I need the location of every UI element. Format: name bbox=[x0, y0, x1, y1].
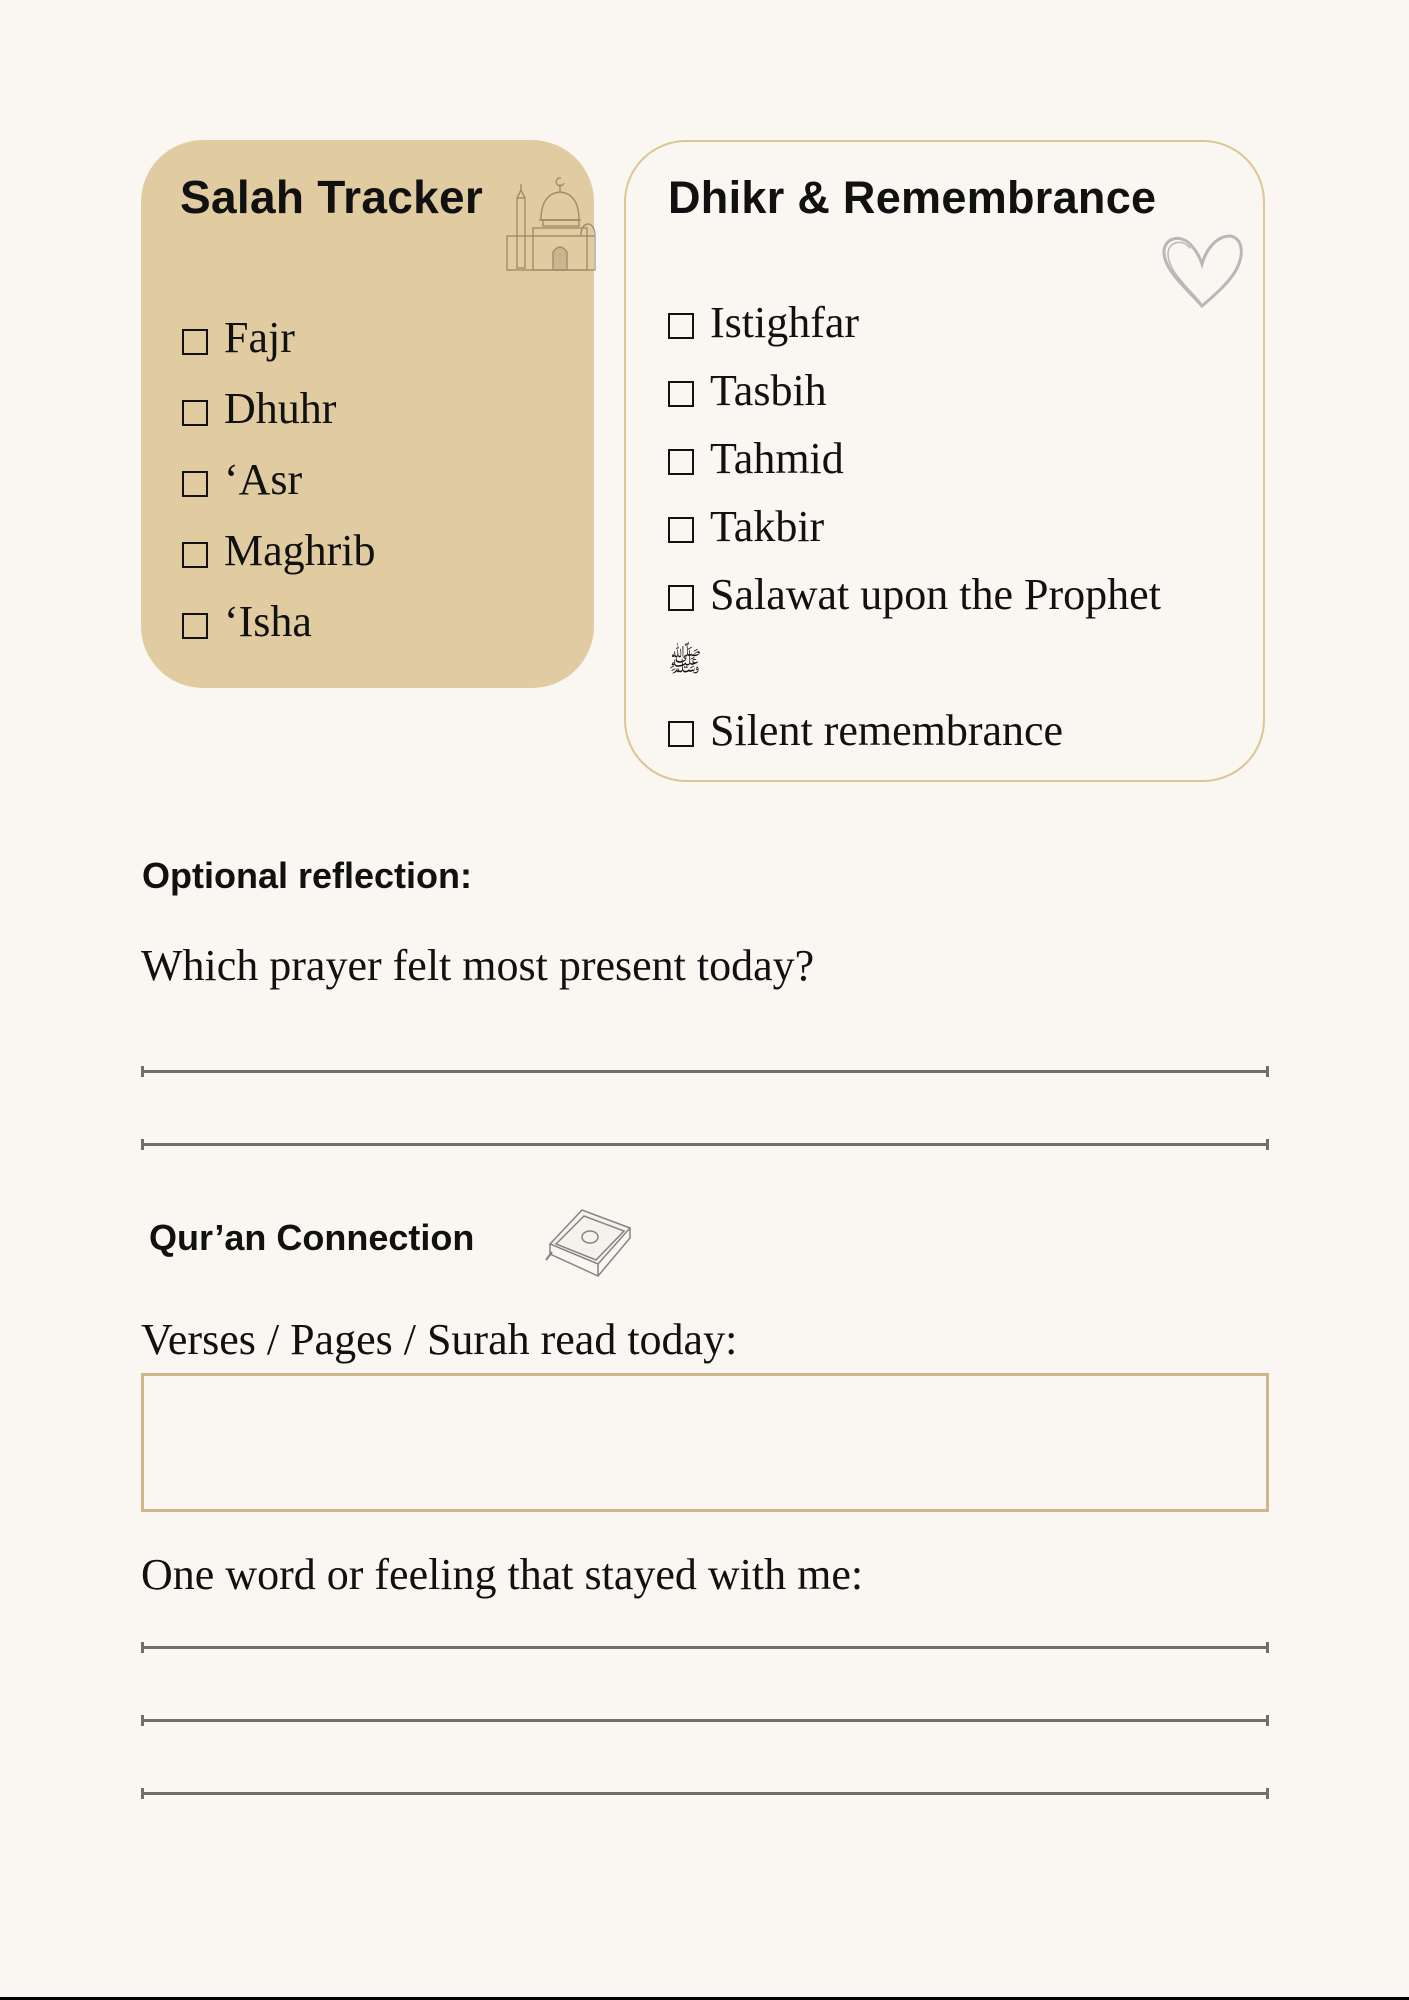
salah-checklist bbox=[182, 302, 376, 657]
checkbox[interactable] bbox=[182, 613, 208, 639]
dhikr-checklist bbox=[668, 288, 1161, 764]
quran-connection-heading: Qur’an Connection bbox=[149, 1217, 475, 1258]
checkbox[interactable] bbox=[668, 449, 694, 475]
reflection-prompt: Which prayer felt most present today? bbox=[141, 941, 815, 990]
checkbox[interactable] bbox=[182, 329, 208, 355]
salah-item-asr[interactable] bbox=[182, 444, 376, 515]
reflection-heading: Optional reflection: bbox=[142, 855, 473, 896]
dhikr-item-tahmid[interactable] bbox=[668, 424, 1161, 492]
dhikr-item-salawat[interactable] bbox=[668, 560, 1161, 628]
dhikr-card bbox=[624, 140, 1265, 782]
dhikr-item-label: Istighfar bbox=[710, 297, 860, 347]
verses-input-box[interactable] bbox=[141, 1373, 1269, 1512]
dhikr-item-label: Takbir bbox=[710, 501, 825, 551]
checkbox[interactable] bbox=[182, 542, 208, 568]
heart-icon bbox=[1156, 230, 1246, 312]
dhikr-item-istighfar[interactable] bbox=[668, 288, 1161, 356]
feeling-writing-line-1[interactable] bbox=[141, 1646, 1269, 1649]
salah-item-label: Maghrib bbox=[224, 526, 376, 575]
salah-item-label: Fajr bbox=[224, 313, 295, 362]
dhikr-item-tasbih[interactable] bbox=[668, 356, 1161, 424]
dhikr-item-label: Silent remembrance bbox=[710, 705, 1064, 755]
salah-tracker-title: Salah Tracker bbox=[180, 171, 484, 223]
dhikr-item-takbir[interactable] bbox=[668, 492, 1161, 560]
feeling-label: One word or feeling that stayed with me: bbox=[141, 1550, 864, 1599]
mosque-icon bbox=[503, 170, 597, 276]
dhikr-item-label: Tasbih bbox=[710, 365, 827, 415]
salah-item-isha[interactable] bbox=[182, 586, 376, 657]
quran-book-icon bbox=[542, 1204, 634, 1280]
dhikr-item-label: Salawat upon the Prophet bbox=[710, 569, 1161, 619]
reflection-writing-line-1[interactable] bbox=[141, 1070, 1269, 1073]
dhikr-item-silent-remembrance[interactable] bbox=[668, 696, 1161, 764]
salah-item-dhuhr[interactable] bbox=[182, 373, 376, 444]
salah-item-label: Dhuhr bbox=[224, 384, 337, 433]
salah-item-maghrib[interactable] bbox=[182, 515, 376, 586]
dhikr-item-label: Tahmid bbox=[710, 433, 844, 483]
salah-tracker-card bbox=[141, 140, 594, 688]
checkbox[interactable] bbox=[668, 517, 694, 543]
salah-item-label: ‘Asr bbox=[224, 455, 303, 504]
reflection-writing-line-2[interactable] bbox=[141, 1143, 1269, 1146]
salah-item-label: ‘Isha bbox=[224, 597, 312, 646]
feeling-writing-line-2[interactable] bbox=[141, 1719, 1269, 1722]
feeling-writing-line-3[interactable] bbox=[141, 1792, 1269, 1795]
salawat-honorific: ﷺ bbox=[668, 645, 702, 678]
verses-label: Verses / Pages / Surah read today: bbox=[141, 1315, 738, 1364]
checkbox[interactable] bbox=[668, 313, 694, 339]
checkbox[interactable] bbox=[668, 585, 694, 611]
dhikr-title: Dhikr & Remembrance bbox=[668, 172, 1157, 223]
checkbox[interactable] bbox=[182, 400, 208, 426]
checkbox[interactable] bbox=[668, 381, 694, 407]
salah-item-fajr[interactable] bbox=[182, 302, 376, 373]
checkbox[interactable] bbox=[182, 471, 208, 497]
checkbox[interactable] bbox=[668, 721, 694, 747]
